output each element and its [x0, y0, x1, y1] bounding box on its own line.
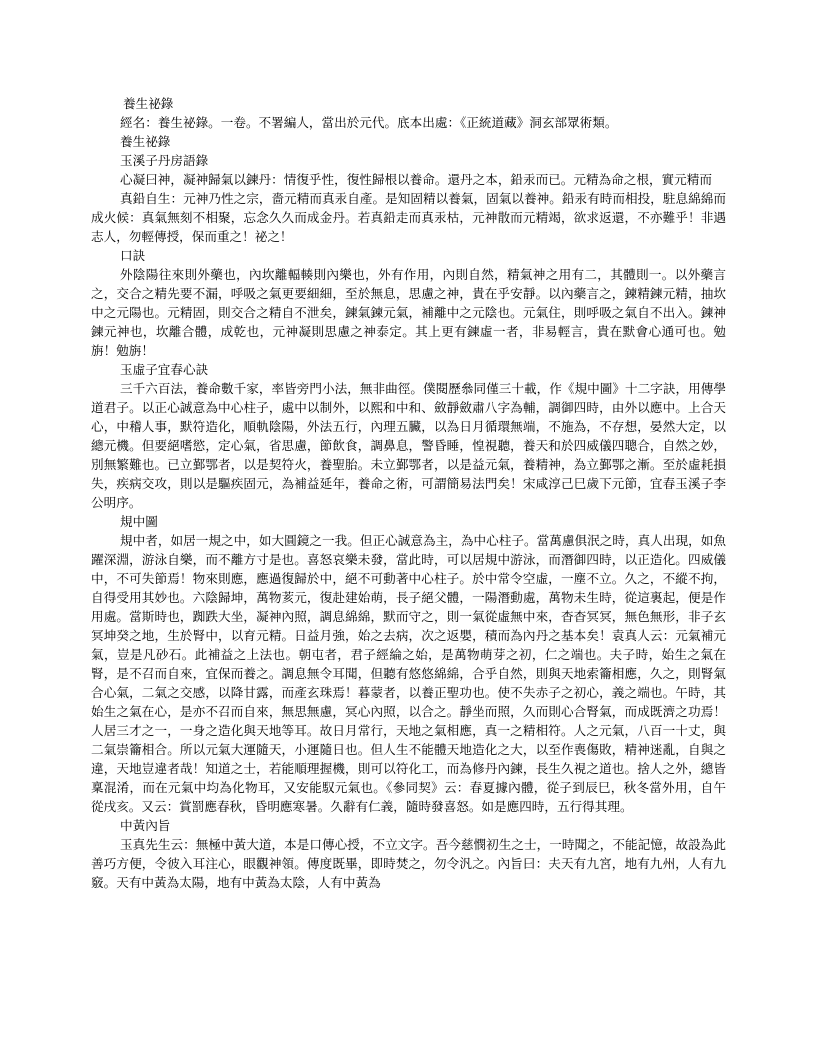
- document-text-body: [91, 94, 726, 892]
- paragraph-2: 真鉛自生：元神乃性之宗，嗇元精而真汞自產。是知固精以養氣，固氣以養神。鉛汞有時而相投，駐息綿綿而成火候：真氣無刻不相聚，忘念久久而成金丹。若真鉛走而真汞枯，元神散而元精竭，欲求返還，不亦難乎！非遇志人，勿輕傳授，保而重之！祕之！: [91, 191, 726, 244]
- paragraph-3: 外陰陽往來則外藥也，內坎離輻輳則內樂也，外有作用，內則自然，精氣神之用有二，其體則一。以外藥言之，交合之精先要不漏，呼吸之氣更要細細，至於無息，思慮之神，貴在乎安靜。以內藥言之，鍊精鍊元精，抽坎中之元陽也。元精固，則交合之精自不泄矣，鍊氣鍊元氣，補離中之元陰也。元氣住，則呼吸之氣自不出入。鍊神鍊元神也，坎離合體，成乾也，元神凝則思慮之神泰定。其上更有鍊虛一者，非易輕言，貴在默會心通可也。勉旃！勉旃！: [91, 267, 726, 358]
- heading-yangsheng-milu: 養生祕錄: [120, 134, 171, 149]
- paragraph-5: 規中者，如居一規之中，如大圓鏡之一我。但正心誠意為主，為中心柱子。當萬慮俱泯之時，真人出現，如魚躍深淵，游泳自樂，而不離方寸是也。喜怒哀樂未發，當此時，可以居規中游泳，而潛御四時，以正造化。四威儀中，不可失節焉！物來則應，應過復歸於中，絕不可動著中心柱子。於中常令空虛，一塵不立。久之，不縱不拘，自得受用其妙也。六陰歸坤，萬物荄元，復赴建始萌，長子絕父體，一陽潛動處，萬物未生時，從這裏起，便是作用處。當斯時也，踟跌大坐，凝神內照，調息綿綿，默而守之，則一氣從虛無中來，杳杳冥冥，無色無形，非子玄冥坤癸之地，生於腎中，以育元精。日益月強，始之去病，次之返嬰，積而為內丹之基本矣！袁真人云：元氣補元氣，豈是凡砂石。此補益之上法也。朝屯者，君子經綸之始，是萬物萌芽之初，仁之端也。夫子時，始生之氣在腎，是不召而自來，宜保而養之。調息無令耳聞，但聽有悠悠綿綿，合乎自然，則與天地索籥相應，久之，則腎氣合心氣，二氣之交感，以降甘露，而產玄珠焉！暮蒙者，以養正聖功也。使不失赤子之初心，義之端也。午時，其始生之氣在心，是亦不召而自來，無思無慮，冥心內照，以合之。靜坐而照，久而則心合腎氣，而成既濟之功焉！人居三才之一，一身之造化與天地等耳。故日月常行，天地之氣相應，真一之精相符。人之元氣，八百一十丈，與二氣崇籥相合。所以元氣大運隨天，小運隨日也。但人生不能體天地造化之大，以至作喪傷敗，精神迷亂，自與之違，天地豈違者哉！知道之士，若能順理握機，則可以符化工，而為修丹內鍊，長生久視之道也。捨人之外，總皆稟混淆，而在元氣中均為化物耳，又安能馭元氣也。《參同契》云：春夏據內體，從子到辰巳，秋冬當外用，自午從戌亥。又云：賞罰應春秋，昏明應寒暑。久辭有仁義，隨時發喜怒。如是應四時，五行得其理。: [91, 533, 726, 814]
- document-title: 養生祕錄: [123, 96, 174, 111]
- colophon-paragraph: 經名：養生祕錄。一卷。不署編人，當出於元代。底本出處：《正統道藏》洞玄部眾術類。: [120, 115, 618, 130]
- paragraph-6: 玉真先生云：無極中黃大道，本是口傳心授，不立文字。吾今慈憫初生之士，一時聞之，不能記憶，故設為此善巧方便，令彼入耳注心，眼觀神領。傳度既畢，即時焚之，勿令汎之。內旨曰：夫天有九宮，地有九州，人有九竅。天有中黃為太陽，地有中黃為太陰，人有中黃為: [91, 837, 726, 890]
- heading-yuxuzi-yichun-xinjue: 玉虛子宜春心訣: [120, 362, 209, 377]
- heading-guizhongtu: 規中圖: [120, 514, 158, 529]
- heading-koujue: 口訣: [120, 248, 146, 263]
- paragraph-4: 三千六百法，養命數千家，率皆旁門小法，無非曲徑。僕閱歷叅同僅三十載，作《規中圖》十二字訣，用傳學道君子。以正心誠意為中心柱子，處中以制外，以熙和中和、斂靜斂肅八字為輔，調御四時，由外以應中。上合天心，中稽人事，默符造化，順軌陰陽，外法五行，內理五臟，以為日月循環無端，不施為，不存想，晏然大定，以總元機。但要絕嗜慾，定心氣，省思慮，節飲食，調鼻息，警昏睡，惶視聽，養天和於四威儀四聰合，自然之妙，別無繁難也。已立鄞鄂者，以是契符火，養聖胎。未立鄞鄂者，以是益元氣，養精神，為立鄞鄂之漸。至於虛耗損失，疾病交攻，則以是驅疾固元，為補益延年，養命之術，可謂簡易法門矣！宋咸淳己巳歲下元節，宜春玉溪子李公明序。: [91, 381, 726, 510]
- heading-yuxizi-danfang-yulu: 玉溪子丹房語錄: [120, 153, 209, 168]
- paragraph-1: 心凝曰神，凝神歸氣以鍊丹：情復乎性，復性歸根以養命。還丹之本，鉛汞而已。元精為命之根，實元精而: [120, 172, 712, 187]
- heading-zhonghuang-neizhi: 中黃內旨: [120, 818, 171, 833]
